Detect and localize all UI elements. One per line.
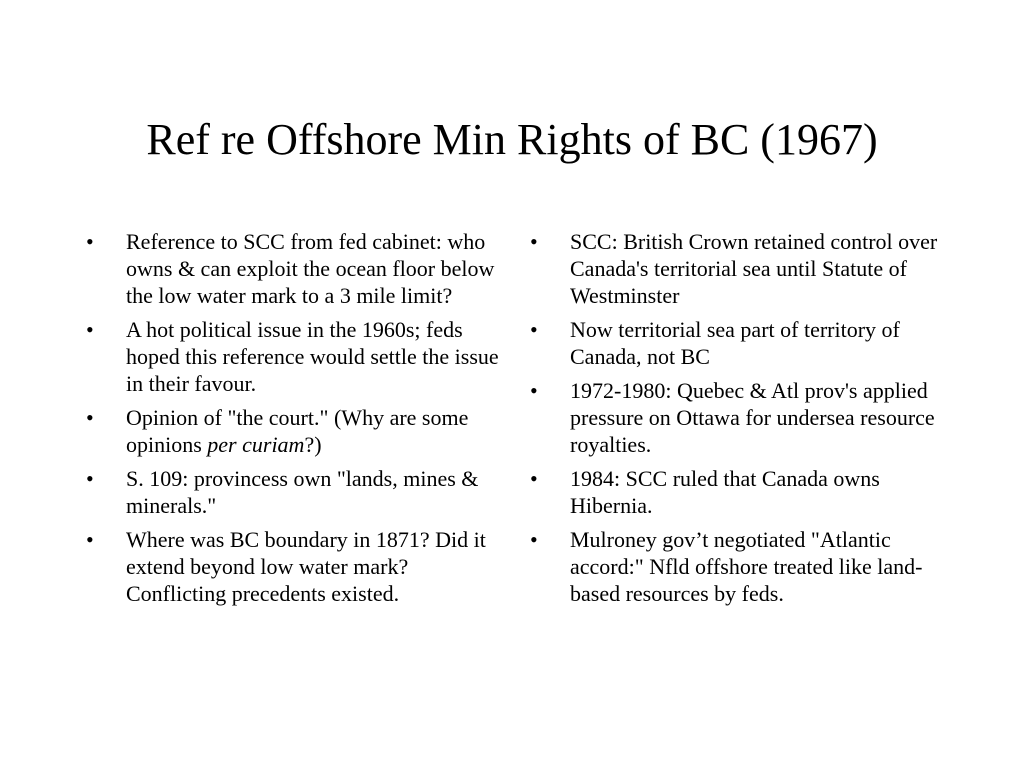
bullet-text: SCC: British Crown retained control over Canada's territorial sea until Statute of Westminster — [570, 229, 938, 308]
bullet-icon: • — [530, 527, 538, 552]
bullet-text: A hot political issue in the 1960s; feds hoped this reference would settle the issue in their favour. — [126, 317, 499, 396]
bullet-text: S. 109: provincess own "lands, mines & minerals." — [126, 466, 479, 518]
bullet-text-italic: per curiam — [207, 432, 305, 457]
bullet-icon: • — [86, 229, 94, 254]
bullet-item — [86, 526, 506, 607]
bullet-icon: • — [86, 527, 94, 552]
slide-title: Ref re Offshore Min Rights of BC (1967) — [146, 115, 878, 164]
bullet-icon: • — [86, 405, 94, 430]
bullet-item — [530, 465, 950, 519]
bullet-item — [86, 465, 506, 519]
bullet-text — [126, 404, 506, 458]
bullet-text-part: Opinion of "the court." (Why are some opinions — [126, 405, 469, 457]
left-bullet-list — [86, 228, 506, 614]
bullet-item — [530, 316, 950, 370]
bullet-text: Now territorial sea part of territory of Canada, not BC — [570, 317, 900, 369]
bullet-text: 1984: SCC ruled that Canada owns Hibernia. — [570, 466, 880, 518]
bullet-icon: • — [86, 317, 94, 342]
bullet-item — [530, 377, 950, 458]
bullet-item — [530, 526, 950, 607]
bullet-icon: • — [530, 466, 538, 491]
bullet-text: Reference to SCC from fed cabinet: who owns & can exploit the ocean floor below the low water mark to a 3 mile limit? — [126, 229, 495, 308]
bullet-icon: • — [530, 378, 538, 403]
bullet-text: 1972-1980: Quebec & Atl prov's applied pressure on Ottawa for undersea resource royalties. — [570, 378, 935, 457]
bullet-icon: • — [86, 466, 94, 491]
bullet-text: Mulroney gov’t negotiated "Atlantic accord:" Nfld offshore treated like land-based resources by feds. — [570, 527, 923, 606]
bullet-text: Where was BC boundary in 1871? Did it extend beyond low water mark? Conflicting precedents existed. — [126, 527, 486, 606]
bullet-item — [530, 228, 950, 309]
bullet-icon: • — [530, 229, 538, 254]
bullet-text-part: ?) — [304, 432, 322, 457]
bullet-icon: • — [530, 317, 538, 342]
bullet-item — [86, 316, 506, 397]
bullet-item — [86, 404, 506, 458]
bullet-item — [86, 228, 506, 309]
right-bullet-list — [530, 228, 950, 614]
